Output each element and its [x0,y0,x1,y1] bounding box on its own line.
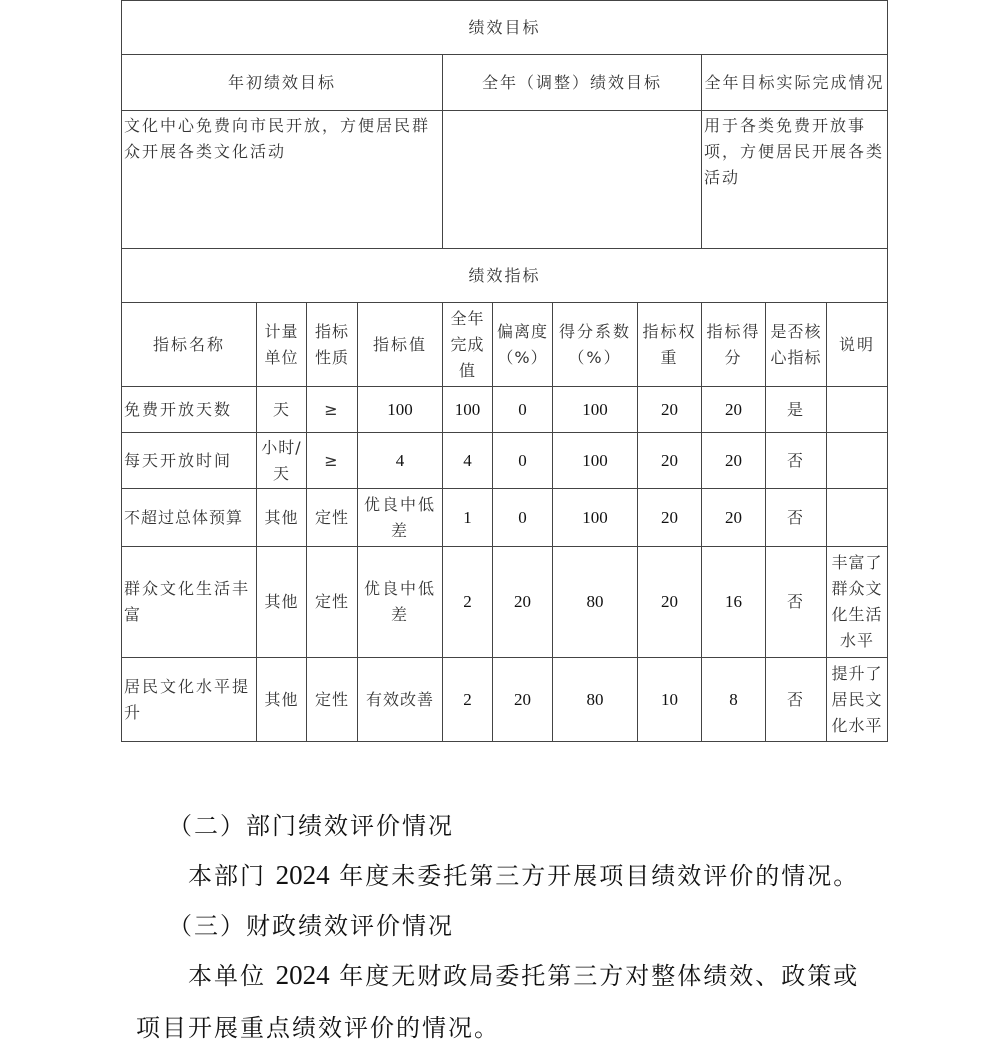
indicator-target: 优良中低差 [358,489,443,547]
indicator-coefficient: 100 [553,433,638,489]
col-header-target: 指标值 [358,303,443,387]
indicator-nature: 定性 [307,547,358,658]
section-body-finance-line2: 项目开展重点绩效评价的情况。 [136,1014,500,1042]
table-row [122,433,888,489]
indicator-weight: 20 [638,433,702,489]
col-header-weight: 指标权重 [638,303,702,387]
col-header-score: 指标得分 [702,303,766,387]
body-text: 本单位 [188,962,276,990]
col-header-coefficient: 得分系数（%） [553,303,638,387]
indicator-deviation: 20 [493,547,553,658]
table-row [122,658,888,742]
header-initial-goal: 年初绩效目标 [122,55,443,111]
year-value: 2024 [275,960,330,990]
indicator-nature: 定性 [307,658,358,742]
indicators-title: 绩效指标 [122,249,888,303]
indicator-target: 有效改善 [358,658,443,742]
body-text: 年度未委托第三方开展项目绩效评价的情况。 [329,862,860,890]
indicator-note [827,433,888,489]
performance-table [121,0,888,742]
indicator-nature: ≥ [307,433,358,489]
indicator-core: 否 [766,547,827,658]
indicator-deviation: 20 [493,658,553,742]
indicator-actual: 2 [443,547,493,658]
indicator-core: 是 [766,387,827,433]
indicator-actual: 2 [443,658,493,742]
section-body-department [188,856,859,891]
col-header-deviation: 偏离度（%） [493,303,553,387]
indicator-core: 否 [766,433,827,489]
indicator-unit: 其他 [257,489,307,547]
indicator-target: 优良中低差 [358,547,443,658]
indicator-note: 丰富了群众文化生活水平 [827,547,888,658]
indicator-unit: 小时/天 [257,433,307,489]
body-text: 本部门 [188,862,276,890]
indicator-note [827,387,888,433]
header-actual-completion: 全年目标实际完成情况 [702,55,888,111]
section-heading-finance: （三）财政绩效评价情况 [168,912,454,940]
indicator-note [827,489,888,547]
indicator-unit: 其他 [257,547,307,658]
goals-title: 绩效目标 [122,1,888,55]
indicator-core: 否 [766,489,827,547]
table-row [122,489,888,547]
indicator-score: 8 [702,658,766,742]
indicator-target: 4 [358,433,443,489]
col-header-note: 说明 [827,303,888,387]
section-heading-department: （二）部门绩效评价情况 [168,812,454,840]
indicator-name: 每天开放时间 [122,433,257,489]
indicator-note: 提升了居民文化水平 [827,658,888,742]
col-header-actual: 全年完成值 [443,303,493,387]
indicator-deviation: 0 [493,433,553,489]
table-row [122,387,888,433]
indicator-name: 居民文化水平提升 [122,658,257,742]
table-row [122,547,888,658]
initial-goal-cell: 文化中心免费向市民开放，方便居民群众开展各类文化活动 [122,111,443,249]
header-adjusted-goal: 全年（调整）绩效目标 [443,55,702,111]
indicator-score: 20 [702,489,766,547]
indicator-target: 100 [358,387,443,433]
indicator-score: 20 [702,387,766,433]
indicator-coefficient: 80 [553,547,638,658]
col-header-core: 是否核心指标 [766,303,827,387]
col-header-nature: 指标性质 [307,303,358,387]
indicator-weight: 20 [638,547,702,658]
col-header-unit: 计量单位 [257,303,307,387]
body-text: 年度无财政局委托第三方对整体绩效、政策或 [329,962,860,990]
indicator-core: 否 [766,658,827,742]
indicator-score: 20 [702,433,766,489]
indicator-name: 不超过总体预算 [122,489,257,547]
section-body-finance [188,956,859,991]
indicator-actual: 4 [443,433,493,489]
indicator-name: 免费开放天数 [122,387,257,433]
indicator-coefficient: 100 [553,387,638,433]
indicator-deviation: 0 [493,489,553,547]
indicator-unit: 天 [257,387,307,433]
indicator-coefficient: 100 [553,489,638,547]
indicator-unit: 其他 [257,658,307,742]
indicator-name: 群众文化生活丰富 [122,547,257,658]
indicator-coefficient: 80 [553,658,638,742]
col-header-name: 指标名称 [122,303,257,387]
year-value: 2024 [275,860,330,890]
indicators-header-row [122,303,888,387]
indicator-actual: 1 [443,489,493,547]
indicator-score: 16 [702,547,766,658]
indicator-nature: ≥ [307,387,358,433]
adjusted-goal-cell [443,111,702,249]
indicator-nature: 定性 [307,489,358,547]
indicator-weight: 10 [638,658,702,742]
indicator-weight: 20 [638,489,702,547]
indicator-deviation: 0 [493,387,553,433]
indicator-weight: 20 [638,387,702,433]
indicator-actual: 100 [443,387,493,433]
actual-completion-cell: 用于各类免费开放事项，方便居民开展各类活动 [702,111,888,249]
